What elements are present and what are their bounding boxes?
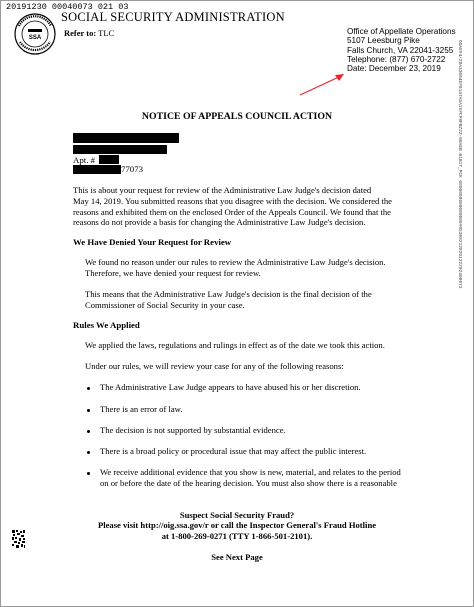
refer-to [64, 28, 114, 38]
refer-to-label: Refer to: [64, 28, 97, 38]
redacted-apt [99, 155, 119, 164]
reason-item: There is a broad policy or procedural issue that may affect the public interest. [100, 446, 367, 456]
fraud-notice-line: at 1-800-269-0271 (TTY 1-866-501-2101). [161, 530, 313, 541]
zip-code: 77073 [121, 164, 143, 174]
document-code: 20191230 00040073 021 03 [6, 2, 129, 12]
red-arrow-annotation [297, 70, 347, 98]
office-line: Telephone: (877) 670-2722 [347, 54, 446, 64]
intro-line: This is about your request for review of the Administrative Law Judge's decision dated [73, 185, 372, 195]
bullet-icon [87, 387, 90, 390]
agency-name: SOCIAL SECURITY ADMINISTRATION [61, 10, 285, 24]
office-line: Office of Appellate Operations [347, 27, 456, 36]
ssa-seal-icon [13, 12, 57, 56]
reason-item: There is an error of law. [100, 404, 183, 414]
intro-line: reasons do not provide a basis for changing the Administrative Law Judge's decision. [73, 217, 366, 228]
reason-line: on or before the date of the hearing decision. You must also show there is a reasonable [100, 477, 397, 488]
office-address-block [347, 27, 456, 73]
reason-item [100, 467, 401, 489]
apt-label: Apt. # [73, 155, 95, 165]
see-next-page: See Next Page [211, 552, 263, 562]
bullet-icon [87, 472, 90, 475]
bullet-icon [87, 451, 90, 454]
side-barcode-text: 0DAE#4/ZDA33004E#0147A5A1X#CP8FBZ2Z-08AEB.B1B1T_PCK 0000000000000000#05308212020122202400073 [457, 40, 462, 289]
office-line: Falls Church, VA 22041-3255 [347, 45, 454, 55]
paragraph-line: Therefore, we have denied your request for review. [85, 267, 261, 278]
intro-paragraph [73, 185, 392, 228]
rules-paragraph-2: Under our rules, we will review your case for any of the following reasons: [85, 361, 344, 371]
section-heading-denied: We Have Denied Your Request for Review [73, 237, 232, 247]
reason-item: The decision is not supported by substantial evidence. [100, 425, 286, 435]
intro-line: May 14, 2019. You submitted reasons that you disagree with the decision. We considered the [73, 195, 392, 206]
section-heading-rules: Rules We Applied [73, 320, 140, 330]
redacted-name [73, 133, 179, 143]
rules-paragraph-1: We applied the laws, regulations and rulings in effect as of the date we took this action. [85, 340, 385, 350]
paragraph-line: We found no reason under our rules to review the Administrative Law Judge's decision. [85, 257, 386, 267]
intro-line: reasons and exhibited them on the enclosed Order of the Appeals Council. We found that the [73, 206, 391, 217]
paragraph-line: This means that the Administrative Law Judge's decision is the final decision of the [85, 289, 372, 299]
denied-paragraph-2 [85, 289, 372, 311]
qr-code-icon [12, 530, 25, 548]
notice-title: NOTICE OF APPEALS COUNCIL ACTION [141, 111, 333, 122]
paragraph-line: Commissioner of Social Security in your case. [85, 299, 245, 310]
bullet-icon [87, 430, 90, 433]
fraud-notice-line: Please visit http://oig.ssa.gov/r or call the Inspector General's Fraud Hotline [97, 520, 377, 531]
redacted-street [73, 145, 167, 154]
bullet-icon [87, 409, 90, 412]
denied-paragraph-1 [85, 257, 386, 279]
reason-item: The Administrative Law Judge appears to have abused his or her discretion. [100, 382, 361, 392]
svg-text:SSA: SSA [28, 35, 42, 41]
fraud-notice-line: Suspect Social Security Fraud? [179, 510, 295, 520]
reason-line: We receive additional evidence that you show is new, material, and relates to the period [100, 467, 401, 477]
office-line: 5107 Leesburg Pike [347, 36, 420, 46]
redacted-city-state [73, 165, 121, 174]
fraud-notice [0, 510, 474, 541]
office-date: Date: December 23, 2019 [347, 64, 441, 74]
refer-to-value: TLC [98, 28, 115, 38]
